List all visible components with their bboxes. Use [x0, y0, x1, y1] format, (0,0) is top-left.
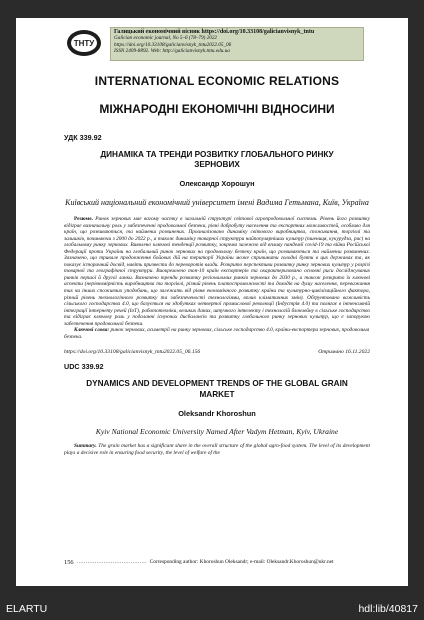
corresponding-author: Corresponding author: Khoroshun Oleksandr; e-mail: Oleksandr.Khoroshun@ukr.net [149, 559, 334, 565]
journal-info-box [110, 27, 364, 61]
article-title-uk: ДИНАМІКА ТА ТРЕНДИ РОЗВИТКУ ГЛОБАЛЬНОГО РИНКУ ЗЕРНОВИХ [100, 150, 334, 169]
logo-text: ТНТУ [73, 39, 95, 48]
journal-header [64, 24, 370, 66]
abstract-text: Ринок зернових має вагому частку в загальній структурі світової агропродовольчої системи. Рівень його розвитку відіграє визначальну роль у забезпеченні продовольчої безпеки, рівні добробуту населення та експортних можливостей, особливо для країн, що розвиваються, та найменш розвинених. Проаналізовано динаміку світового виробництва, споживання, торгівлі та залишків, починаючи з 2000 до 2022 р., а також динаміку товарної структури найпопулярніших культур (пшениця, кукурудза, рис) на глобальному ринку зернових. Виявлено ключові тенденції розвитку, зокрема залежно від впливу пандемії covid-19 та війни Російської Федерації проти України на глобальний ринок зернових на продовольчу безпеку країн, що розвиваються та найменш розвинених. Зазначено, що тривале продовження бойових дій на території України може спричинити голодні бунти в цих державах та, як показує історичний досвід, навіть призвести до переворотів влади. Розкрито перспективи розвитку ринку зернових культур у розрізі товарної та географічної структури. Виокремлено топ-10 країн експортерів та охарактеризовано основні риси досліджуваних ринків першої й другої ланки. Визначено тренди розвитку регіональних ринків зернових до 2030 р., а також розкрито їх ключові аспекти (нерівномірність виробництва та торгівлі, різний рівень платоспроможності та доходів на душу населення, переважання тих чи інших споживчих уподобань, що залежать від рівня економічного розвитку країни та культурно-цивілізаційного фактора, різний рівень технологічного розвитку та забезпеченості технологіями, вплив кліматичних змін). Обґрунтовано важливість сільського господарства 4.0, що базується на здобутках четвертої промислової революції (Індустрія 4.0) та полягає в інтенсивній інтеграції інтернету речей (IoT), робототехніки, великих даних, штучного інтелекту і технологій блокчейну в сільське господарство та відіграє ключову роль у подоланні існуючих дисбалансів та розвитку глобального ринку зернових культур, що є запорукою забезпечення продовольчої безпеки. [64, 216, 370, 327]
keywords-uk [64, 327, 370, 340]
journal-title-line: Галицький економічний вісник https://doi.org/10.33108/galicianvisnyk_tntu [114, 29, 315, 35]
article-title-en: DYNAMICS AND DEVELOPMENT TRENDS OF THE GLOBAL GRAIN MARKET [86, 379, 348, 399]
journal-page [16, 18, 408, 586]
summary-label: Summary. [74, 443, 97, 450]
abstract-label: Резюме. [74, 216, 93, 222]
doi-row [64, 349, 370, 355]
repository-name: ELARTU [6, 603, 48, 615]
keywords-label: Ключові слова: [74, 327, 110, 334]
received-date: Отримано 16.11.2022 [318, 349, 370, 356]
udc-code-en: UDC 339.92 [64, 362, 104, 372]
journal-doi-line: https://doi.org/10.33108/galicianvisnyk_tntu2022.05_06 [114, 41, 232, 48]
page-footer [64, 559, 370, 566]
viewer-bottom-bar [0, 598, 424, 620]
author-name-en: Oleksandr Khoroshun [178, 409, 256, 419]
page-number: 156 [64, 559, 74, 566]
keywords-text: ринок зернових, асиметрії на ринку зернових, сільське господарство 4.0, країни-експортери зернових, продовольча безпека. [64, 327, 370, 340]
summary-text: The grain market has a significant share in the overall structure of the global agro-food system. The level of its development plays a decisive role in ensuring food security, the level of welfare of the [64, 443, 370, 456]
summary-en [64, 443, 370, 456]
university-logo-icon [66, 28, 102, 58]
journal-subtitle-line: Galician economic journal, No 5–6 (78–79) 2022 [114, 35, 218, 42]
affiliation-en: Kyiv National Economic University Named After Vadym Hetman, Kyiv, Ukraine [95, 427, 339, 437]
article-doi-link[interactable]: https://doi.org/10.33108/galicianvisnyk_tntu2022.05_06.156 [64, 349, 201, 356]
author-name-uk: Олександр Хорошун [179, 179, 255, 188]
abstract-uk [64, 216, 370, 327]
section-title-en: INTERNATIONAL ECONOMIC RELATIONS [94, 74, 340, 88]
handle-id[interactable]: hdl:lib/40817 [358, 603, 418, 615]
footer-dots: ………………………………… [76, 559, 147, 565]
affiliation-uk: Київський національний економічний університет імені Вадима Гетьмана, Київ, Україна [65, 198, 369, 207]
journal-issn-line: ISSN 2409-8892. Web: http://galicianvisnyk.tntu.edu.ua [114, 48, 230, 55]
udc-code-uk: УДК 339.92 [64, 133, 102, 142]
section-title-uk: МІЖНАРОДНІ ЕКОНОМІЧНІ ВІДНОСИНИ [99, 102, 335, 116]
